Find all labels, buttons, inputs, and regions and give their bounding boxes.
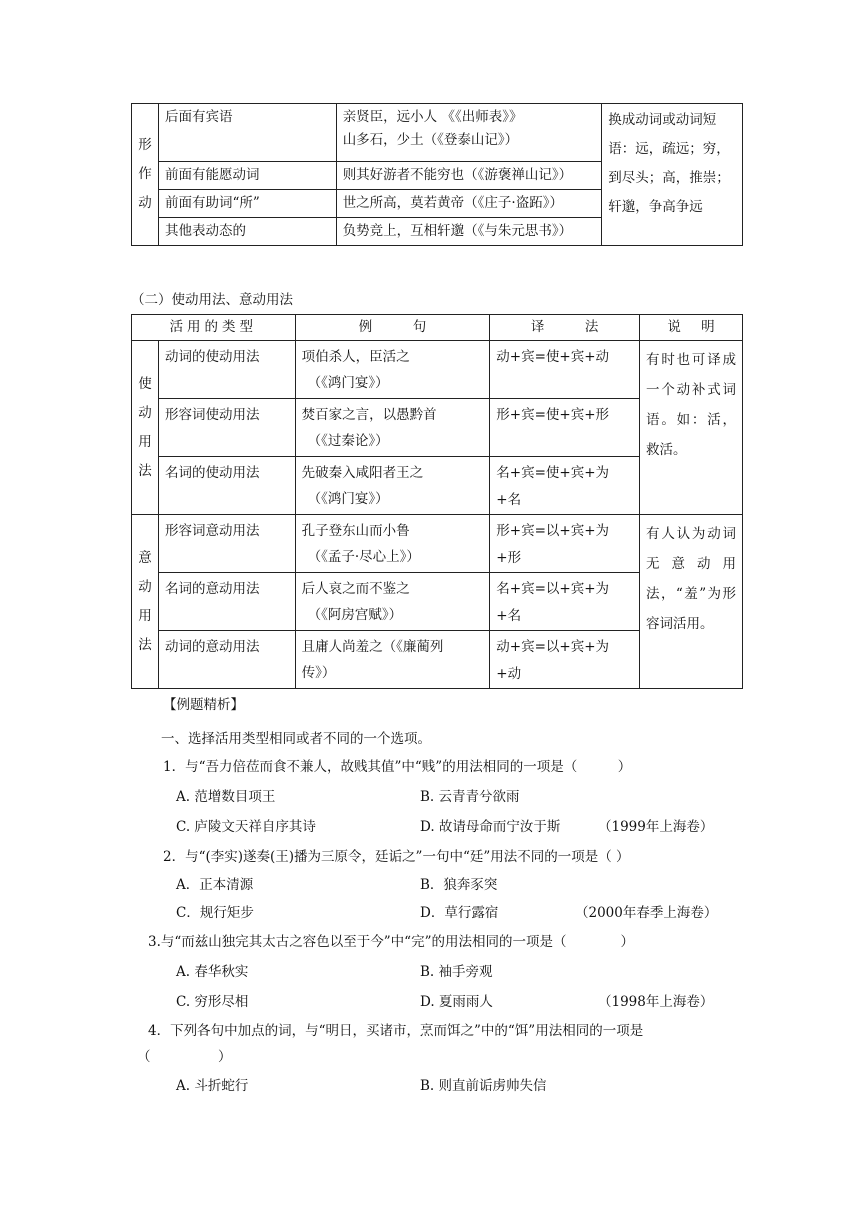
option-4b[interactable]: B. 则直前诟虏帅失信 xyxy=(420,1078,547,1094)
example-cell xyxy=(295,631,490,689)
group-label-cell xyxy=(132,515,159,689)
example-cell: 负势竞上，互相轩邈（《与朱元思书》） xyxy=(336,218,602,246)
example-line: （《鸿门宴》） xyxy=(307,375,389,391)
example-cell xyxy=(295,399,490,457)
option-2b[interactable]: B．狼奔豕突 xyxy=(420,877,498,893)
source-1: （1999年上海卷） xyxy=(598,819,714,835)
question-4-blank: （ ） xyxy=(137,1049,232,1065)
example-cell: 则其好游者不能穷也（《游褒禅山记》） xyxy=(336,162,602,190)
category-cell: 形作动 xyxy=(132,104,159,246)
option-1d[interactable]: D. 故请母命而宁汝于斯 xyxy=(420,819,561,835)
example-cell: 世之所高，莫若黄帝（《庄子·盗跖》） xyxy=(336,190,602,218)
option-3b[interactable]: B. 袖手旁观 xyxy=(420,964,493,980)
example-line: 亲贤臣，远小人 《《出师表》》 xyxy=(342,109,523,125)
example-line: （《阿房宫赋》） xyxy=(307,607,403,623)
example-line: 先破秦入咸阳者王之 xyxy=(301,465,424,481)
note-cell: 换成动词或动词短语：远，疏远；穷，到尽头；高，推崇；轩邈，争高争远 xyxy=(602,104,743,246)
option-2a[interactable]: A．正本清源 xyxy=(176,877,254,893)
example-line: （《鸿门宴》） xyxy=(307,491,389,507)
group-label-cell xyxy=(132,341,159,515)
example-cell xyxy=(295,515,490,573)
option-3a[interactable]: A. 春华秋实 xyxy=(176,964,249,980)
group-label: 使动用法 xyxy=(138,375,152,479)
type-cell: 前面有助词“所” xyxy=(158,190,336,218)
header-note: 说 明 xyxy=(640,315,743,341)
conversion-table xyxy=(131,103,743,246)
option-2c[interactable]: C．规行矩步 xyxy=(176,905,254,921)
usage-type-cell: 名词的使动用法 xyxy=(158,457,295,515)
question-2-stem: 2．与“(李实)遂奏(王)播为三原令，廷诟之”一句中“廷”用法不同的一项是（ ） xyxy=(163,849,630,865)
question-4-stem: 4．下列各句中加点的词，与“明日，买诸市，烹而饵之”中的“饵”用法相同的一项是 xyxy=(148,1023,644,1039)
question-3-stem: 3.与“而兹山独完其太古之容色以至于今”中“完”的用法相同的一项是（ ） xyxy=(148,934,634,950)
translation-method-cell: 动+宾=使+宾+动 xyxy=(490,341,640,399)
translation-method-cell: 名+宾=使+宾+为+名 xyxy=(490,457,640,515)
example-line: 焚百家之言，以愚黔首 xyxy=(301,407,437,423)
example-heading: 【例题精析】 xyxy=(163,697,244,713)
type-cell: 后面有宾语 xyxy=(158,104,336,162)
usage-type-cell: 形容词使动用法 xyxy=(158,399,295,457)
example-cell xyxy=(295,341,490,399)
example-line: 孔子登东山而小鲁 xyxy=(301,523,410,539)
translation-method-cell: 动+宾=以+宾+为+动 xyxy=(490,631,640,689)
example-line: 且庸人尚羞之（《廉蔺列 xyxy=(301,639,444,655)
header-type: 活用的类型 xyxy=(132,315,296,341)
usage-type-cell: 动词的意动用法 xyxy=(158,631,295,689)
example-line: （《孟子·尽心上》） xyxy=(307,549,420,565)
causative-table xyxy=(131,314,743,689)
type-cell: 前面有能愿动词 xyxy=(158,162,336,190)
option-3c[interactable]: C. 穷形尽相 xyxy=(176,994,249,1010)
usage-type-cell: 形容词意动用法 xyxy=(158,515,295,573)
example-line: 项伯杀人，臣活之 xyxy=(301,349,410,365)
option-1c[interactable]: C. 庐陵文天祥自序其诗 xyxy=(176,819,316,835)
example-cell xyxy=(295,457,490,515)
source-2: （2000年春季上海卷） xyxy=(575,905,718,921)
translation-method-cell: 名+宾=以+宾+为+名 xyxy=(490,573,640,631)
example-cell xyxy=(295,573,490,631)
example-line: （《过秦论》） xyxy=(307,433,389,449)
explanation-cell: 有人认为动词无意动用法，“羞”为形容词活用。 xyxy=(640,515,743,689)
option-4a[interactable]: A. 斗折蛇行 xyxy=(176,1078,249,1094)
example-line: 传》） xyxy=(301,665,336,681)
option-2d[interactable]: D．草行露宿 xyxy=(420,905,499,921)
task-text: 一、选择活用类型相同或者不同的一个选项。 xyxy=(161,731,431,747)
source-3: （1998年上海卷） xyxy=(598,994,714,1010)
example-line: 山多石，少土（《登泰山记》） xyxy=(342,132,519,148)
option-3d[interactable]: D. 夏雨雨人 xyxy=(420,994,493,1010)
explanation-cell: 有时也可译成一个动补式词语。如：活，救活。 xyxy=(640,341,743,515)
option-1a[interactable]: A. 范增数目项王 xyxy=(176,789,276,805)
example-cell xyxy=(336,104,602,162)
section-title: （二）使动用法、意动用法 xyxy=(131,292,293,308)
example-line: 后人哀之而不鉴之 xyxy=(301,581,410,597)
translation-method-cell: 形+宾=使+宾+形 xyxy=(490,399,640,457)
translation-method-cell: 形+宾=以+宾+为+形 xyxy=(490,515,640,573)
header-method: 译 法 xyxy=(490,315,640,341)
header-example: 例 句 xyxy=(295,315,490,341)
type-cell: 其他表动态的 xyxy=(158,218,336,246)
usage-type-cell: 名词的意动用法 xyxy=(158,573,295,631)
usage-type-cell: 动词的使动用法 xyxy=(158,341,295,399)
question-1-stem: 1．与“吾力倍莅而食不兼人，故贱其值”中“贱”的用法相同的一项是（ ） xyxy=(163,759,632,775)
option-1b[interactable]: B. 云青青兮欲雨 xyxy=(420,789,520,805)
group-label: 意动用法 xyxy=(138,549,152,653)
